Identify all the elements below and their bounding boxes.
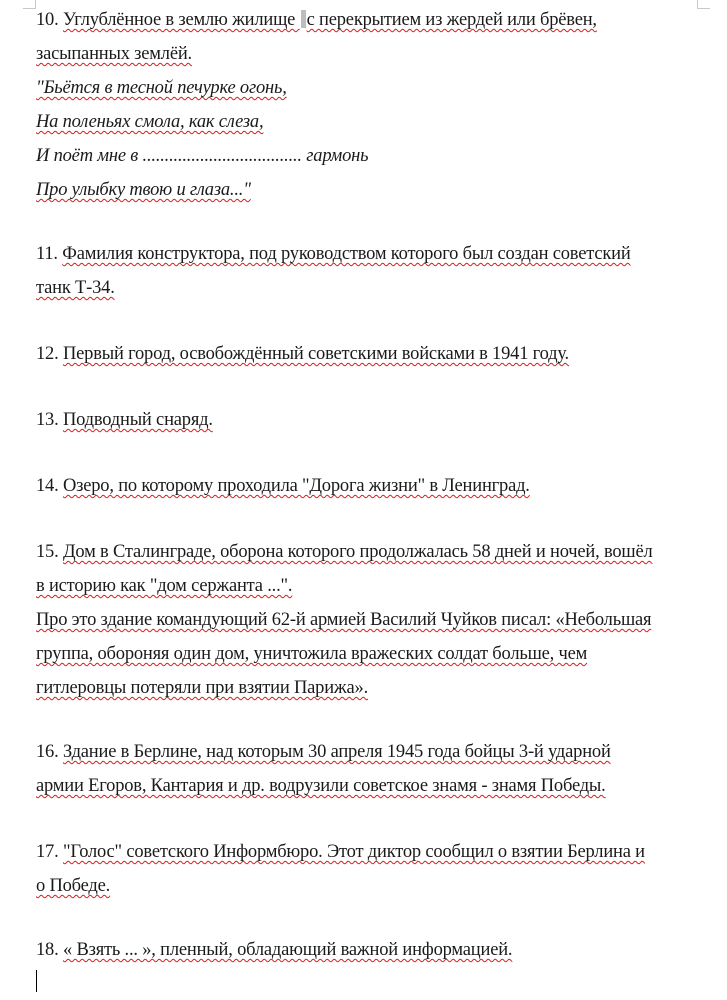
item-10-text-part-a: Углублённое в землю жилище — [62, 10, 300, 30]
poem-line-3: И поёт мне в .................................... гармонь — [36, 146, 369, 166]
item-15-line-4: группа, обороняя один дом, уничтожила вражеских солдат больше, чем — [36, 644, 588, 664]
item-10-line-2: засыпанных землёй. — [36, 44, 192, 64]
item-11-line-2: танк Т-34. — [36, 278, 115, 298]
poem-line-1: "Бьётся в тесной печурке огонь, — [36, 78, 287, 98]
poem-line-2: На поленьях смола, как слеза, — [36, 112, 264, 132]
item-18-line-1 — [36, 939, 512, 961]
poem-line-4: Про улыбку твою и глаза..." — [36, 180, 251, 200]
item-number: 13. — [36, 410, 59, 430]
text-cursor — [36, 970, 37, 992]
item-text: Дом в Сталинграде, оборона которого продолжалась 58 дней и ночей, вошёл — [62, 542, 653, 562]
item-number: 14. — [36, 476, 59, 496]
item-text: Подводный снаряд. — [62, 410, 213, 430]
item-text: Озеро, по которому проходила "Дорога жизни" в Ленинград. — [62, 476, 530, 496]
item-number: 15. — [36, 542, 59, 562]
item-15-line-5: гитлеровцы потеряли при взятии Парижа». — [36, 678, 368, 698]
item-17-line-2: о Победе. — [36, 876, 111, 896]
item-17-line-1 — [36, 841, 645, 863]
item-11-line-1 — [36, 243, 631, 265]
item-number: 17. — [36, 842, 59, 862]
item-10-line-1: 10. Углублённое в землю жилище с перекрытием из жердей или брёвен, — [36, 10, 597, 30]
item-10-text-part-b: с перекрытием из жердей или брёвен, — [306, 10, 597, 30]
item-12-line-1 — [36, 343, 569, 365]
item-number: 12. — [36, 344, 59, 364]
item-15-line-1 — [36, 541, 653, 563]
item-16-line-1 — [36, 741, 611, 763]
item-15-line-3: Про это здание командующий 62-й армией Василий Чуйков писал: «Небольшая — [36, 610, 652, 630]
item-text: Здание в Берлине, над которым 30 апреля 1945 года бойцы 3-й ударной — [62, 742, 611, 762]
item-number: 11. — [36, 244, 58, 264]
item-number: 18. — [36, 940, 59, 960]
field-shading-marker — [301, 10, 306, 28]
item-15-line-2: в историю как "дом сержанта ...". — [36, 576, 293, 596]
item-text: "Голос" советского Информбюро. Этот диктор сообщил о взятии Берлина и — [62, 842, 645, 862]
item-16-line-2: армии Егоров, Кантария и др. водрузили советское знамя - знамя Победы. — [36, 776, 606, 796]
item-text: Фамилия конструктора, под руководством которого был создан советский — [62, 244, 631, 264]
item-14-line-1 — [36, 475, 530, 497]
page-corner-mark-left — [23, 0, 36, 9]
item-13-line-1 — [36, 409, 213, 431]
item-number: 16. — [36, 742, 59, 762]
page-corner-mark-right — [697, 0, 710, 9]
item-text: Первый город, освобождённый советскими войсками в 1941 году. — [62, 344, 569, 364]
item-text: « Взять ... », пленный, обладающий важной информацией. — [62, 940, 513, 960]
